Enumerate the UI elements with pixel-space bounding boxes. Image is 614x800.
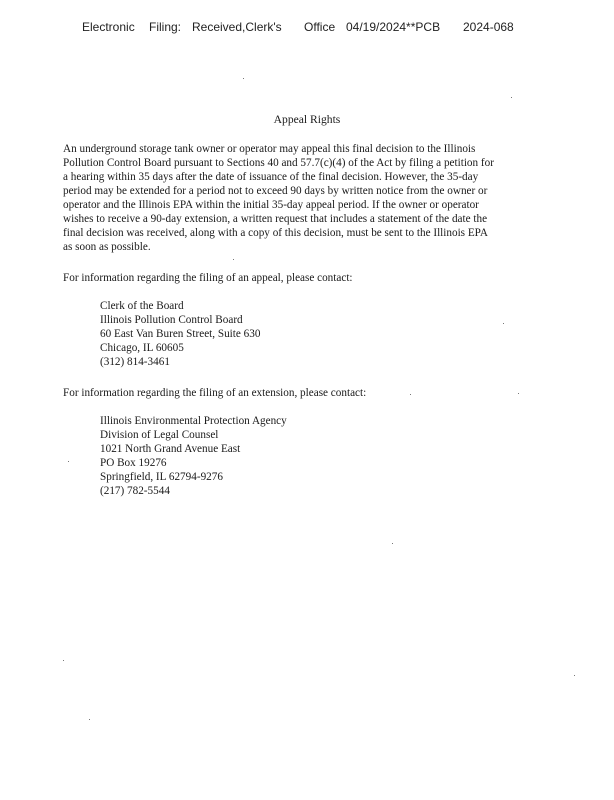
scan-speck [511,97,512,98]
scan-speck [243,78,244,79]
paragraph-line: An underground storage tank owner or operator may appeal this final decision to the Illinois [63,143,476,155]
paragraph-line: final decision was received, along with a copy of this decision, must be sent to the Illinois EPA [63,227,488,239]
paragraph-line: period may be extended for a period not to exceed 90 days by written notice from the owner or [63,185,488,197]
extension-contact-intro: For information regarding the filing of an extension, please contact: [63,387,367,399]
paragraph-line: operator and the Illinois EPA within the initial 35-day appeal period. If the owner or operator [63,199,479,211]
address-line: Illinois Pollution Control Board [100,314,243,326]
scan-speck [89,719,90,720]
address-line: 1021 North Grand Avenue East [100,443,241,455]
address-line: Illinois Environmental Protection Agency [100,415,287,427]
address-line: (217) 782-5544 [100,485,170,497]
appeal-contact-address [100,299,260,369]
header-filing: Filing: [149,20,182,34]
scan-speck [503,323,504,324]
paragraph-line: a hearing within 35 days after the date of issuance of the final decision. However, the 35-day [63,171,479,183]
address-line: (312) 814-3461 [100,356,170,368]
paragraph-line: as soon as possible. [63,241,151,253]
address-line: PO Box 19276 [100,457,167,469]
scan-speck [518,393,519,394]
appeal-contact-intro: For information regarding the filing of an appeal, please contact: [63,272,353,284]
header-electronic: Electronic [82,20,135,34]
scan-speck [574,675,575,676]
scan-speck [392,543,393,544]
paragraph-line: wishes to receive a 90-day extension, a written request that includes a statement of the date the [63,213,488,225]
extension-contact-address [100,414,287,498]
header-date: 04/19/2024**PCB [346,20,441,34]
address-line: Division of Legal Counsel [100,429,219,441]
address-line: Springfield, IL 62794-9276 [100,471,223,483]
header-case-number: 2024-068 [463,20,514,34]
address-line: Clerk of the Board [100,300,184,312]
scan-speck [410,394,411,395]
page-title: Appeal Rights [273,113,341,126]
scan-speck [233,259,234,260]
address-line: Chicago, IL 60605 [100,342,184,354]
paragraph-line: Pollution Control Board pursuant to Sections 40 and 57.7(c)(4) of the Act by filing a petition for [63,157,494,169]
scan-speck [63,660,64,661]
appeal-rights-paragraph [63,142,549,254]
scan-speck [68,461,69,462]
header-received-clerk: Received,Clerk's [192,20,282,34]
address-line: 60 East Van Buren Street, Suite 630 [100,328,261,340]
header-office: Office [304,20,336,34]
